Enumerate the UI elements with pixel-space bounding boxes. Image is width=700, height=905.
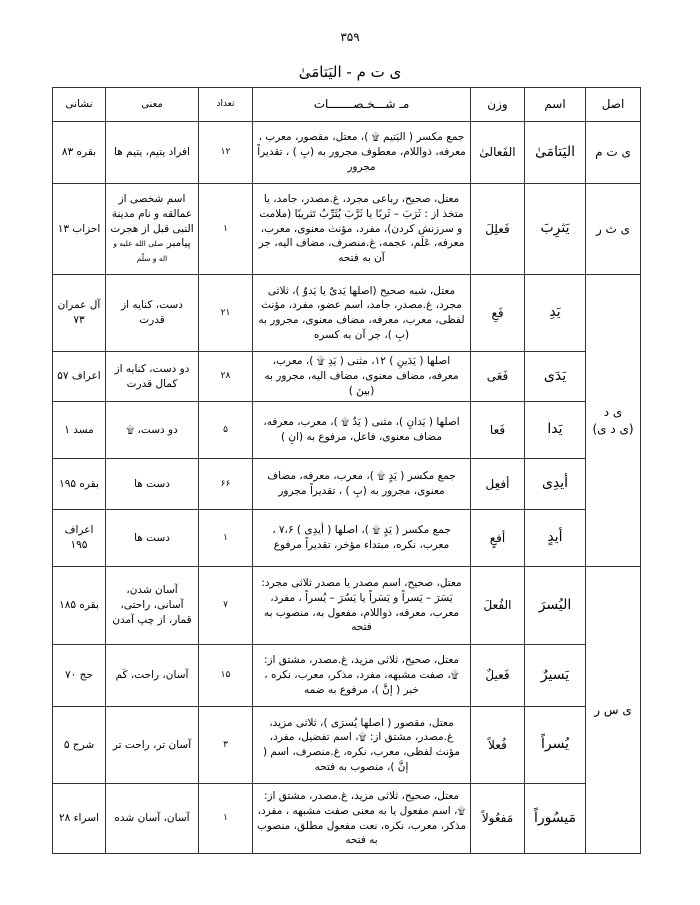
meaning-text: دست ها [134, 531, 170, 544]
features-cell: جمع مکسر ( یَدٍ ۩ )، معرب، معرفه، مضاف معنوی، مجرور به (بِ ) ، تقدیراً مجرور [253, 459, 471, 510]
pattern-cell: فَعیلٌ [471, 645, 525, 707]
table-row [53, 184, 641, 275]
root-cell: ی ث ر [586, 184, 641, 275]
count-cell: ۱ [199, 510, 253, 567]
noun-cell: أیدِی [525, 459, 586, 510]
table-row [53, 784, 641, 854]
pattern-cell: فَعِ [471, 275, 525, 352]
count-cell: ۱۵ [199, 645, 253, 707]
header-vazn: وزن [471, 88, 525, 122]
pattern-cell: فَعا [471, 402, 525, 459]
meaning-text: دو دست، ۩ [126, 423, 178, 436]
meaning-text: دو دست، کنایه از کمال قدرت [114, 362, 190, 390]
features-cell: اصلها ( یَدَینِ ) ۱۲، مثنی ( یَدِ ۩ )، معرب، معرفه، مضاف معنوی، مضاف الیه، مجرور به (بینَ ) [253, 352, 471, 402]
features-cell: جمع مکسر ( الیَتیم ۩ )، معتل، مقصور، معرب ، معرفه، ذواللام، معطوف مجرور به (بِ ) ، تقدیراً مجرور [253, 122, 471, 184]
meaning-text: اسم شخصی از عمالقه و نام مدینة النبی قبل از هجرت پیامبر [110, 193, 194, 250]
noun-cell: مَیسُوراً [525, 784, 586, 854]
header-esm: اسم [525, 88, 586, 122]
root-cell: ی ت م [586, 122, 641, 184]
reference-cell: بقره ۱۸۵ [53, 567, 106, 645]
header-mani: معنی [106, 88, 199, 122]
pattern-cell: فُعلاً [471, 707, 525, 784]
reference-cell: اعراف ۵۷ [53, 352, 106, 402]
table-row [53, 510, 641, 567]
noun-cell: یَدَی [525, 352, 586, 402]
count-cell: ۱ [199, 184, 253, 275]
table-row [53, 567, 641, 645]
meaning-cell [106, 459, 199, 510]
meaning-cell [106, 184, 199, 275]
meaning-cell [106, 567, 199, 645]
table-header-row [53, 88, 641, 122]
reference-cell: آل عمران ۷۳ [53, 275, 106, 352]
meaning-cell [106, 510, 199, 567]
count-cell: ۶۶ [199, 459, 253, 510]
meaning-cell [106, 645, 199, 707]
meaning-text: آسان تر، راحت تر [112, 738, 192, 751]
noun-cell: یَثرِبَ [525, 184, 586, 275]
header-neshani: نشانی [53, 88, 106, 122]
lexicon-table [52, 87, 641, 854]
meaning-text: آسان شدن، آسانی، راحتی، قمار، از چپ آمدن [112, 584, 192, 626]
count-cell: ۱۲ [199, 122, 253, 184]
reference-cell: اعراف ۱۹۵ [53, 510, 106, 567]
reference-cell: بقره ۸۳ [53, 122, 106, 184]
pattern-cell: الفَعالیٰ [471, 122, 525, 184]
table-row [53, 645, 641, 707]
meaning-text: دست ها [134, 477, 170, 490]
features-cell: معتل، صحیح، ثلاثی مزید، غ.مصدر، مشتق از: ۩، اسم مفعول یا به معنی صفت مشبهه ، مفرد، مذکر، معرب، نکره، نعت مفعول مطلق، منصوب به فتحه [253, 784, 471, 854]
reference-cell: اسراء ۲۸ [53, 784, 106, 854]
pattern-cell: الفُعلَ [471, 567, 525, 645]
reference-cell: مسد ۱ [53, 402, 106, 459]
table-row [53, 275, 641, 352]
meaning-text: دست، کنایه از قدرت [121, 299, 183, 326]
table-row [53, 122, 641, 184]
root-cell: ی د (ی د ی) [586, 275, 641, 567]
table-row [53, 352, 641, 402]
meaning-text: آسان، آسان شده [114, 812, 190, 825]
noun-cell: یُسراً [525, 707, 586, 784]
reference-cell: شرح ۵ [53, 707, 106, 784]
noun-cell: الیُسرَ [525, 567, 586, 645]
meaning-cell [106, 402, 199, 459]
noun-cell: یَدا [525, 402, 586, 459]
pattern-cell: فَعَی [471, 352, 525, 402]
noun-cell: أیدٍ [525, 510, 586, 567]
pattern-cell: فَعلِلَ [471, 184, 525, 275]
count-cell: ۵ [199, 402, 253, 459]
table-row [53, 459, 641, 510]
features-cell: معتل، صحیح، رباعی مجرد، غ.مصدر، جامد، یا متخذ از : ثَرَبَ – ثَربًا یا ثَرَّبَ یُثَرِّبُ تَثریبًا (ملامت و سرزنش کردن)، مفرد، مؤنث معنوی، معرب، معرفه، عَلَم، عجمه، غ.منصرف، مضاف الیه، جر آن به فتحه [253, 184, 471, 275]
reference-cell: بقره ۱۹۵ [53, 459, 106, 510]
header-tedad: تعداد [199, 88, 253, 122]
meaning-text: افراد یتیم، یتیم ها [114, 146, 190, 159]
table-body [53, 122, 641, 854]
count-cell: ۱ [199, 784, 253, 854]
features-cell: جمع مکسر ( یَدٍ ۩ )، اصلها ( أیدِی ) ۷،۶ ، معرب، نکره، مبتداء مؤخر، تقدیراً مرفوع [253, 510, 471, 567]
table-row [53, 402, 641, 459]
page-number: ۳۵۹ [340, 30, 360, 44]
pattern-cell: أفعِل [471, 459, 525, 510]
meaning-cell [106, 122, 199, 184]
features-cell: معتل، صحیح، اسم مصدر یا مصدر ثلاثی مجرد: یَسَرَ – یَسراً و یَسَراً یا یَسُرَ – یُسراً ، مفرد، معرب، معرفه، ذواللام، مفعول به، منصوب به فتحه [253, 567, 471, 645]
noun-cell: یَسیرٌ [525, 645, 586, 707]
root-cell: ی س ر [586, 567, 641, 854]
count-cell: ۳ [199, 707, 253, 784]
meaning-cell [106, 275, 199, 352]
features-cell: اصلها ( یَدانِ )، مثنی ( یَدٌ ۩ )، معرب، معرفه، مضاف معنوی، فاعل، مرفوع به (انِ ) [253, 402, 471, 459]
reference-cell: احزاب ۱۳ [53, 184, 106, 275]
meaning-cell [106, 707, 199, 784]
noun-cell: الیَتامَیٰ [525, 122, 586, 184]
noun-cell: یَدِ [525, 275, 586, 352]
meaning-cell [106, 352, 199, 402]
meaning-cell [106, 784, 199, 854]
table-row [53, 707, 641, 784]
features-cell: معتل، صحیح، ثلاثی مزید، غ.مصدر، مشتق از: ۩، صفت مشبهه، مفرد، مذکر، معرب، نکره ، خبر ( إنَّ )، مرفوع به ضمه [253, 645, 471, 707]
features-cell: معتل، مقصور ( اصلها یُسرَی )، ثلاثی مزید، غ.مصدر، مشتق از: ۩، اسم تفضیل، مفرد، مؤنث لفظی، معرب، نکره، غ.منصرف، اسم ( إنَّ )، منصوب به فتحه [253, 707, 471, 784]
features-cell: معتل، شبه صحیح (اصلها یَدیٌ یا یَدوٌ )، ثلاثی مجرد، غ.مصدر، جامد، اسم عضو، مفرد، مؤنث لفظی، معرب، معرفه، مضاف معنوی، مجرور به (بِ )، جر آن به کسره [253, 275, 471, 352]
pattern-cell: مَفعُولاً [471, 784, 525, 854]
count-cell: ۷ [199, 567, 253, 645]
pattern-cell: أفعٍ [471, 510, 525, 567]
count-cell: ۲۸ [199, 352, 253, 402]
meaning-note: صلی الله علیه و اله و سلّم [113, 239, 168, 264]
count-cell: ۲۱ [199, 275, 253, 352]
meaning-text: آسان، راحت، کَم [115, 669, 189, 682]
reference-cell: حج ۷۰ [53, 645, 106, 707]
page-title: ی ت م - الیَتامَیٰ [298, 63, 402, 81]
header-moshakhasat: مـ شـــخـصـــــــات [253, 88, 471, 122]
header-asl: اصل [586, 88, 641, 122]
